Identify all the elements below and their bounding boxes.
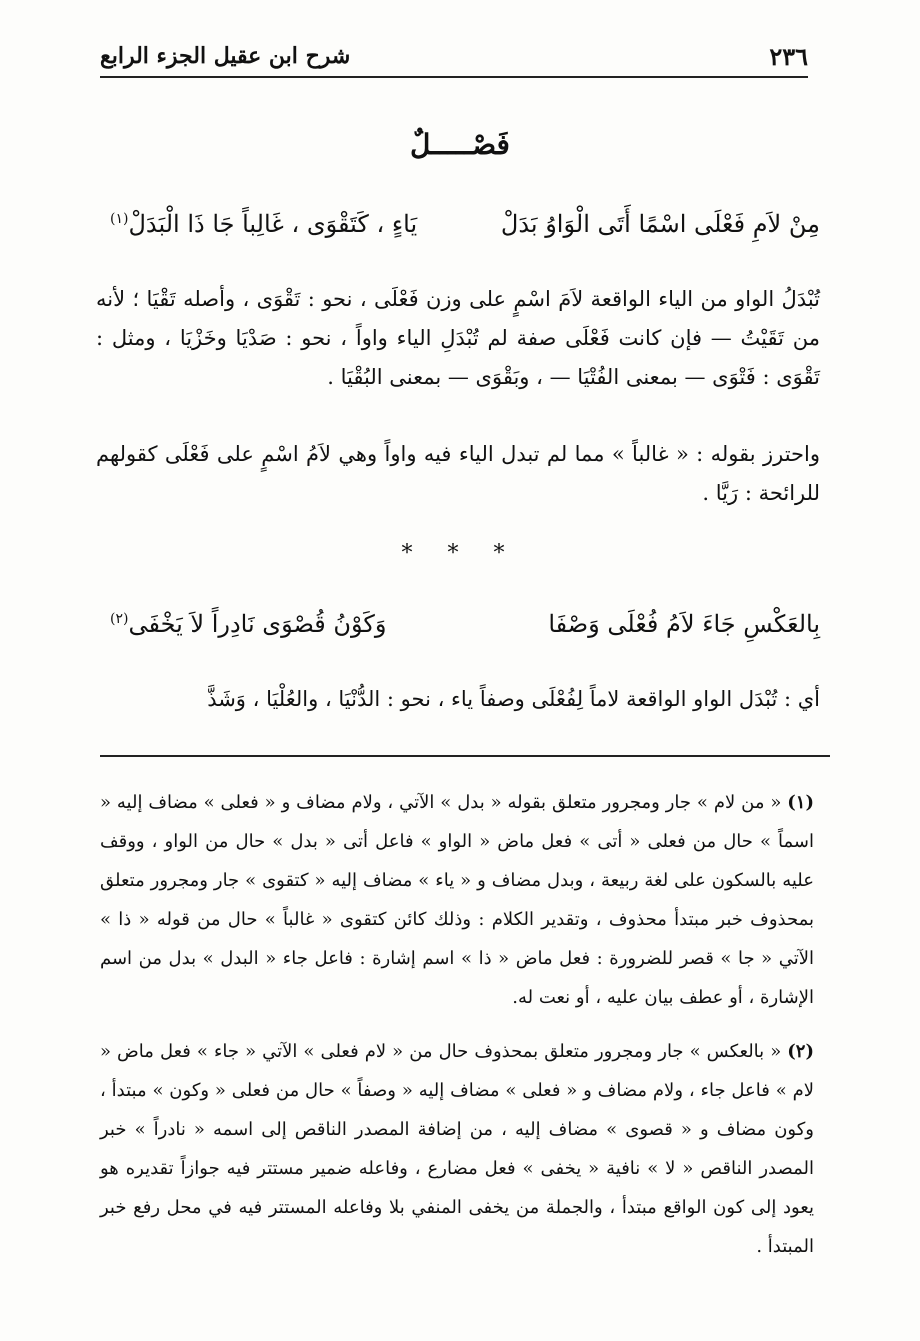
footnote-ref-2: (٢) [110,611,129,627]
commentary-paragraph-1: تُبْدَلُ الواو من الياء الواقعة لاَمَ اسْمٍ على وزن فَعْلَى ، نحو : تَقْوَى ، وأصله تَقْيَا ؛ لأنه من تَقَيْتُ — فإن كانت فَعْلَى صفة لم تُبْدَلِ الياء واواً ، نحو : صَدْيَا وخَزْيَا ، ومثل : تَقْوَى : فَتْوَى — بمعنى الفُتْيَا — ، وبَقْوَى — بمعنى البُقْيَا . [96,287,820,389]
commentary-paragraph-2: واحترز بقوله : « غالباً » مما لم تبدل الياء فيه واواً وهي لاَمُ اسْمٍ على فَعْلَى كقولهم للرائحة : رَيَّا . [96,442,820,505]
footnote-separator-rule [100,755,830,757]
footnote-ref-1: (١) [110,211,129,227]
footnote-1-number: (١) [787,792,814,813]
section-title: فَصْـــــلٌ [410,128,510,161]
footnote-2-text: « بالعكس » جار ومجرور متعلق بمحذوف حال من « لام فعلى » الآتي « جاء » فعل ماض « لام » فاعل جاء ، ولام مضاف و « فعلى » مضاف إليه « وصفاً » حال من فعلى « وكون » مبتدأ ، وكون مضاف و « قصوى » مضاف إليه ، من إضافة المصدر الناقص إلى اسمه « نادراً » خبر المصدر الناقص « لا » نافية « يخفى » فعل مضارع ، وفاعله ضمير مستتر فيه جوازاً تقديره هو يعود إلى كون الواقع مبتدأ ، والجملة من يخفى المنفي بلا وفاعله المستتر فيه في محل رفع خبر المبتدأ . [100,1041,814,1257]
verse-1-first-hemistich: مِنْ لاَمِ فَعْلَى اسْمًا أَتَى الْوَاوُ بَدَلْ [500,210,820,238]
verse-2-second-hemistich-text: وَكَوْنُ قُصْوَى نَادِراً لاَ يَخْفَى [128,610,387,638]
verse-2 [110,610,820,638]
footnote-1-text: « من لام » جار ومجرور متعلق بقوله « بدل » الآتي ، ولام مضاف و « فعلى » مضاف إليه « اسماً » حال من فعلى « أتى » فعل ماض « الواو » فاعل أتى « بدل » حال من الواو ، ووقف عليه بالسكون على لغة ربيعة ، وبدل مضاف و « ياء » مضاف إليه « كتقوى » جار ومجرور متعلق بمحذوف خبر مبتدأ محذوف ، وتقدير الكلام : وذلك كائن كتقوى « غالباً » حال من قوله « ذا » الآتي « جا » قصر للضرورة : فعل ماض « ذا » اسم إشارة : فاعل جاء « البدل » بدل من اسم الإشارة ، أو عطف بيان عليه ، أو نعت له. [100,792,814,1008]
commentary-paragraph-3: أي : تُبْدَل الواو الواقعة لاماً لِفُعْلَى وصفاً ياء ، نحو : الدُّنْيَا ، والعُلْيَا ، وَشَذَّ [207,687,820,711]
verse-1-second-hemistich [110,210,417,238]
footnote-2-number: (٢) [787,1041,814,1062]
page-number: ٢٣٦ [769,41,808,71]
page-header [100,36,808,78]
footnote-2 [100,1032,814,1266]
verse-1-second-hemistich-text: يَاءٍ ، كَتَقْوَى ، غَالِباً جَا ذَا الْبَدَلْ [128,210,418,238]
footnote-1 [100,783,814,1017]
verse-2-first-hemistich: بِالعَكْسِ جَاءَ لاَمُ فُعْلَى وَصْفَا [548,610,820,638]
running-title: شرح ابن عقيل الجزء الرابع [100,43,351,69]
verse-1 [110,210,820,238]
verse-2-second-hemistich [110,610,386,638]
section-separator: * * * [401,541,519,566]
